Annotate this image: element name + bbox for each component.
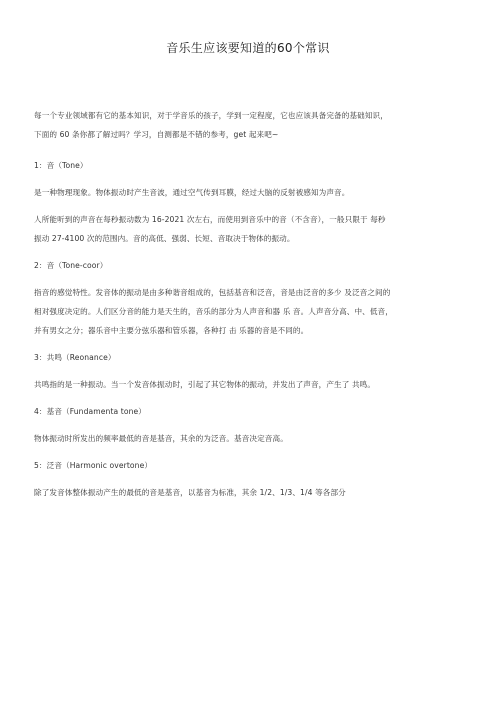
section-2-heading: 2：音（Tone-coor）	[34, 261, 108, 270]
intro-line-2: 下面的 60 条你都了解过吗？学习，自测都是不错的参考，get 起来吧~	[34, 130, 279, 139]
section-1-line-3: 振动 27-4100 次的范围内。音的高低、强弱、长短、音取决于物体的振动。	[34, 234, 295, 243]
section-1-line-2: 人所能听到的声音在每秒振动数为 16-2021 次左右，而使用到音乐中的音（不含音），一般只限于 每秒	[34, 215, 386, 224]
document-title: 音乐生应该要知道的60个常识	[166, 41, 330, 55]
section-4-line-1: 物体振动时所发出的频率最低的音是基音，其余的为泛音。基音决定音高。	[34, 434, 288, 443]
section-2-line-3: 并有男女之分；器乐音中主要分弦乐器和管乐器，各种打 击 乐器的音是不同的。	[34, 326, 309, 335]
intro-line-1: 每一个专业领域都有它的基本知识，对于学音乐的孩子，学到一定程度，它也应该具备完备的基础知识，	[34, 111, 388, 120]
section-5-heading: 5：泛音（Harmonic overtone）	[34, 461, 153, 470]
section-2-line-2: 相对强度决定的。人们区分音的能力是天生的，音乐的部分为人声音和器 乐 音。人声音分高、中、低音，	[34, 307, 393, 316]
document-body	[34, 106, 462, 502]
section-2-line-1: 指音的感觉特性。发音体的振动是由多种谐音组成的，包括基音和泛音，音是由泛音的多少 及泛音之间的	[34, 288, 391, 297]
section-4-heading: 4：基音（Fundamenta tone）	[34, 407, 146, 416]
section-1-heading: 1：音（Tone）	[34, 161, 88, 170]
section-3-line-1: 共鸣指的是一种振动。当一个发音体振动时，引起了其它物体的振动，并发出了声音，产生了 共鸣。	[34, 380, 376, 389]
section-3-heading: 3：共鸣（Reonance）	[34, 353, 116, 362]
section-1-line-1: 是一种物理现象。物体振动时产生音波，通过空气传到耳膜，经过大脑的反射被感知为声音。	[34, 188, 350, 197]
section-5-line-1: 除了发音体整体振动产生的最低的音是基音，以基音为标准，其余 1/2、1/3、1/4 等各部分	[34, 488, 346, 497]
